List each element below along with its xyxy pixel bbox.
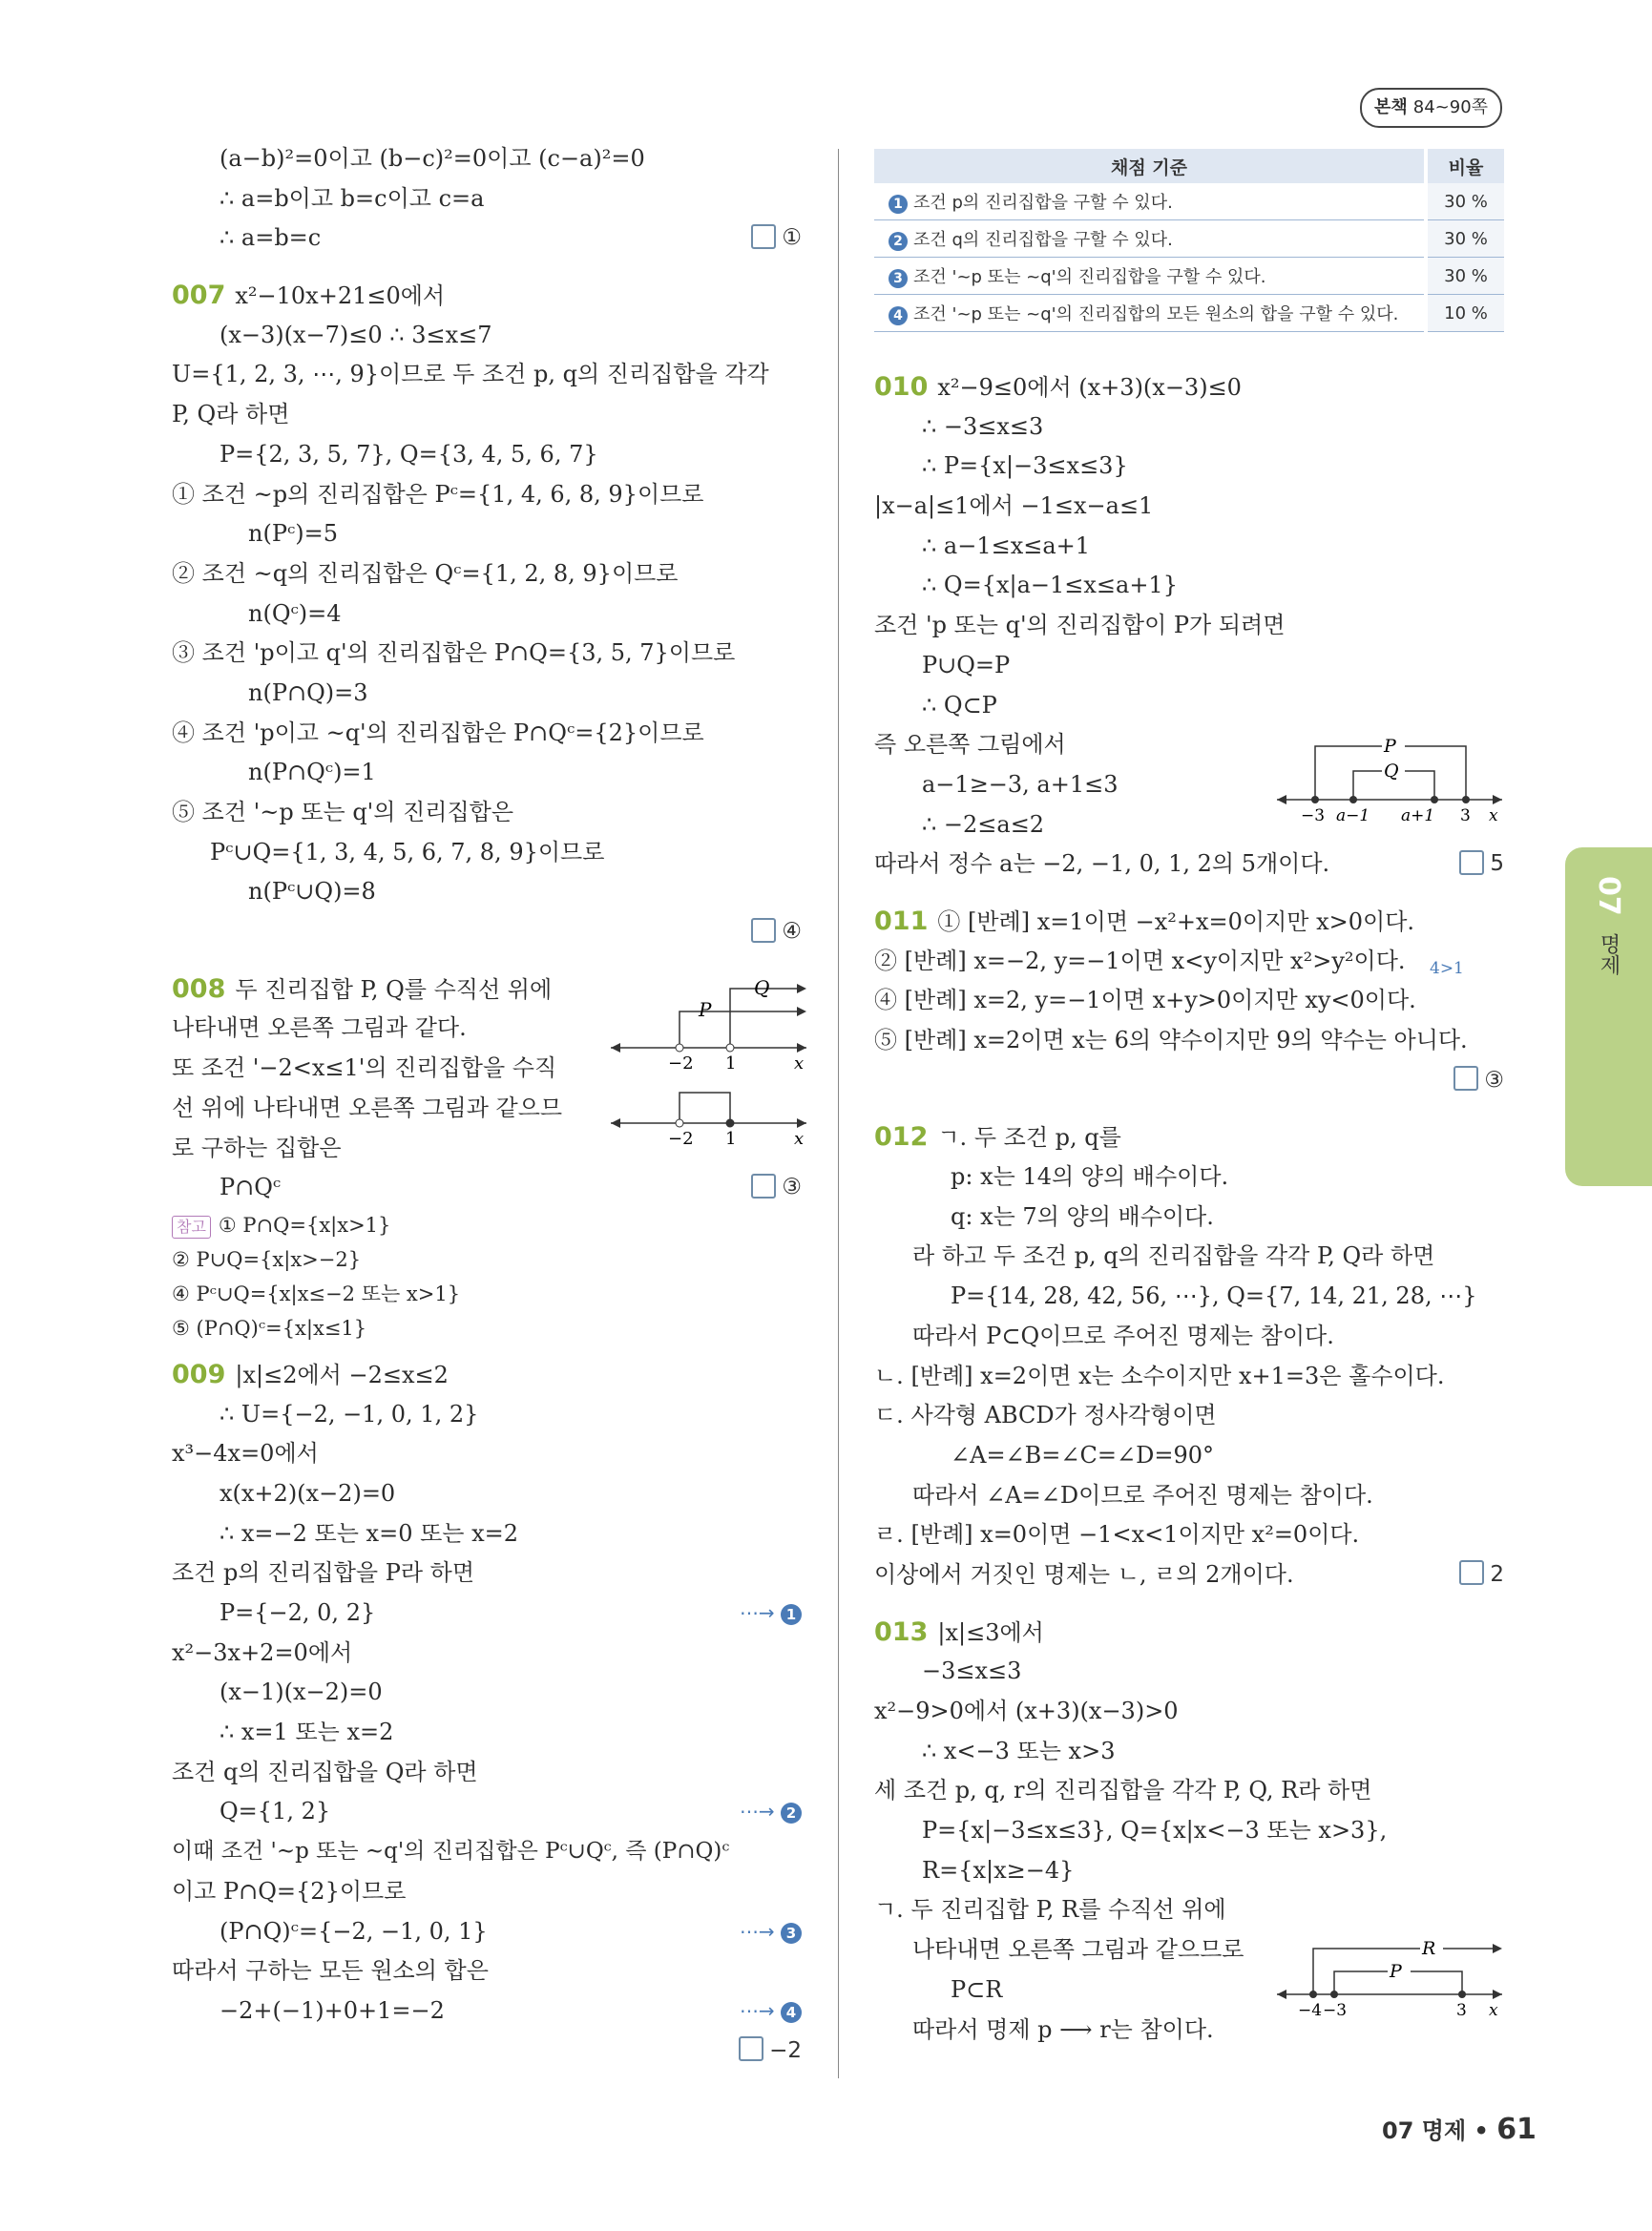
- problem-number: 008: [172, 973, 226, 1004]
- table-cell: [874, 220, 1426, 258]
- text-line: [874, 1555, 1504, 1595]
- text-line: ∴ a−1≤x≤a+1: [922, 532, 1091, 559]
- number-line-diagram-013: [1277, 1929, 1506, 2025]
- closed-point: [1311, 796, 1319, 803]
- row-number: 3: [889, 269, 908, 288]
- closed-point: [1330, 1991, 1338, 1998]
- text-line: n(Pᶜ∪Q)=8: [248, 878, 376, 906]
- problem-number: 011: [874, 906, 929, 936]
- text-line: ∴ −2≤a≤2: [922, 810, 1045, 838]
- note-line: ④ Pᶜ∪Q={x|x≤−2 또는 x>1}: [172, 1282, 461, 1305]
- text: −2+(−1)+0+1=−2: [220, 1996, 445, 2024]
- table-row: [874, 220, 1504, 258]
- axis-label: x: [1489, 2001, 1498, 2020]
- set-P-line: [680, 1011, 800, 1048]
- answer: [751, 1168, 802, 1208]
- answer-value: ③: [1484, 1067, 1504, 1093]
- page-footer: [1382, 2112, 1537, 2146]
- text-line: [172, 2032, 802, 2072]
- tick-label: −3: [1323, 2001, 1348, 2020]
- problem-012-line: [874, 1117, 1504, 1157]
- row-text: 조건 '~p 또는 ~q'의 진리집합을 구할 수 있다.: [913, 267, 1266, 287]
- axis-arrow-left: [1277, 795, 1286, 804]
- text-line: P={x|−3≤x≤3}, Q={x|x<−3 또는 x>3},: [922, 1817, 1388, 1845]
- axis-label: x: [794, 1053, 805, 1074]
- text-line: ⑤ [반례] x=2이면 x는 6의 약수이지만 9의 약수는 아니다.: [874, 1027, 1468, 1053]
- text-line: a−1≥−3, a+1≤3: [922, 770, 1119, 798]
- table-row: [874, 295, 1504, 332]
- text-line: 따라서 구하는 모든 원소의 합은: [172, 1957, 489, 1985]
- text-line: ∴ U={−2, −1, 0, 1, 2}: [220, 1400, 479, 1428]
- badge-book: 본책: [1373, 97, 1408, 117]
- text-line: x(x+2)(x−2)=0: [220, 1479, 396, 1507]
- problem-007-line: [172, 276, 802, 316]
- problem-011-line: [874, 902, 1504, 942]
- table-header-ratio: 비율: [1426, 149, 1504, 183]
- tick-label: 1: [725, 1053, 737, 1074]
- text: (P∩Q)ᶜ={−2, −1, 0, 1}: [220, 1917, 488, 1945]
- footer-chapter: 07 명제: [1382, 2117, 1467, 2144]
- text-line: x²−9>0에서 (x+3)(x−3)>0: [874, 1698, 1179, 1724]
- text: |x|≤3에서: [937, 1618, 1044, 1646]
- text-line: ⑤ 조건 '~p 또는 q'의 진리집합은: [172, 799, 514, 825]
- row-number: 2: [889, 232, 908, 251]
- text: 따라서 정수 a는 −2, −1, 0, 1, 2의 5개이다.: [874, 850, 1330, 878]
- text-line: 조건 'p 또는 q'의 진리집합이 P가 되려면: [874, 612, 1286, 639]
- closed-point: [1431, 796, 1438, 803]
- page-reference-badge: [1360, 88, 1502, 128]
- tick-label: a−1: [1336, 806, 1370, 825]
- tick-label: −2: [668, 1129, 694, 1149]
- closed-point: [1458, 1991, 1466, 1998]
- text-line: ∴ x<−3 또는 x>3: [922, 1737, 1116, 1764]
- problem-number: 013: [874, 1616, 929, 1647]
- grading-table: [874, 149, 1504, 332]
- text-line: [874, 1061, 1504, 1101]
- text-line: ∴ −3≤x≤3: [922, 412, 1044, 440]
- badge-pages: 84~90쪽: [1412, 97, 1489, 117]
- step-number: 3: [781, 1923, 802, 1944]
- row-text: 조건 '~p 또는 ~q'의 진리집합의 모든 원소의 합을 구할 수 있다.: [913, 304, 1399, 324]
- note-tag: 참고: [172, 1216, 211, 1239]
- chapter-title: 명제: [1597, 933, 1621, 975]
- axis-label: x: [794, 1129, 805, 1149]
- table-cell-pct: 30 %: [1426, 183, 1504, 220]
- problem-number: 010: [874, 372, 929, 402]
- text-line: 즉 오른쪽 그림에서: [874, 731, 1066, 759]
- label-P: P: [1384, 736, 1396, 757]
- text-line: [172, 1168, 802, 1208]
- problem-number: 009: [172, 1359, 226, 1389]
- axis-label: x: [1489, 806, 1498, 825]
- chapter-number: 07: [1592, 876, 1625, 916]
- set-Q-arrow: [797, 984, 806, 993]
- text-line: 또 조건 '−2<x≤1'의 진리집합을 수직: [172, 1054, 557, 1082]
- text-line: n(Qᶜ)=4: [248, 599, 342, 627]
- text-line: ∠A=∠B=∠C=∠D=90°: [951, 1441, 1214, 1469]
- axis-arrow-right: [797, 1043, 806, 1053]
- table-cell-pct: 10 %: [1426, 295, 1504, 332]
- label-Q: Q: [1384, 761, 1399, 782]
- tick-label: −4: [1298, 2001, 1323, 2020]
- problem-009-line: [172, 1355, 802, 1395]
- text-line: (x−1)(x−2)=0: [220, 1678, 383, 1706]
- problem-010-line: [874, 367, 1504, 407]
- chapter-side-tab: [1565, 847, 1652, 1186]
- answer-icon: [1459, 850, 1484, 875]
- answer-icon: [1459, 1560, 1484, 1585]
- closed-point: [1309, 1991, 1317, 1998]
- step-number: 2: [781, 1803, 802, 1824]
- text-line: |x−a|≤1에서 −1≤x−a≤1: [874, 492, 1154, 520]
- text-line: [172, 219, 802, 259]
- text-line: P, Q라 하면: [172, 401, 290, 428]
- axis-arrow-right: [1493, 795, 1502, 804]
- text-line: (x−3)(x−7)≤0 ∴ 3≤x≤7: [220, 321, 492, 348]
- text-line: ④ [반례] x=2, y=−1이면 x+y>0이지만 xy<0이다.: [874, 987, 1416, 1014]
- text-line: ㄴ. [반례] x=2이면 x는 소수이지만 x+1=3은 홀수이다.: [874, 1362, 1445, 1389]
- text-line: x³−4x=0에서: [172, 1440, 319, 1468]
- tick-label: a+1: [1401, 806, 1435, 825]
- tick-label: −3: [1301, 806, 1326, 825]
- answer-icon: [1453, 1066, 1478, 1091]
- text: P={−2, 0, 2}: [220, 1599, 376, 1626]
- text: x²−10x+21≤0에서: [235, 282, 446, 310]
- text-line: ∴ P={x|−3≤x≤3}: [922, 452, 1128, 480]
- text-line: ㄹ. [반례] x=0이면 −1<x<1이지만 x²=0이다.: [874, 1521, 1360, 1549]
- annotation-note: 4>1: [1430, 958, 1464, 978]
- text-line: 조건 p의 진리집합을 P라 하면: [172, 1559, 475, 1587]
- text: Q={1, 2}: [220, 1798, 331, 1825]
- text-line: ④ 조건 'p이고 ~q'의 진리집합은 P∩Qᶜ={2}이므로: [172, 719, 704, 746]
- set-R-arrow: [1493, 1944, 1502, 1953]
- answer-value: −2: [769, 2037, 802, 2063]
- text-line: ∴ x=1 또는 x=2: [220, 1719, 394, 1746]
- problem-013-line: [874, 1613, 1504, 1653]
- text-line: (a−b)²=0이고 (b−c)²=0이고 (c−a)²=0: [220, 145, 645, 172]
- closed-point: [1462, 796, 1470, 803]
- answer: [751, 219, 802, 259]
- answer-value: ③: [782, 1175, 802, 1200]
- text: 이상에서 거짓인 명제는 ㄴ, ㄹ의 2개이다.: [874, 1560, 1294, 1588]
- text-line: P⊂R: [951, 1975, 1003, 2003]
- table-row: [874, 258, 1504, 295]
- closed-point: [726, 1119, 734, 1127]
- text: ① [반례] x=1이면 −x²+x=0이지만 x>0이다.: [937, 907, 1415, 935]
- note-line: [172, 1208, 802, 1242]
- text-line: 라 하고 두 조건 p, q의 진리집합을 각각 P, Q라 하면: [912, 1242, 1435, 1270]
- label-P: P: [1390, 1961, 1402, 1982]
- label-P: P: [699, 998, 712, 1021]
- table-cell-pct: 30 %: [1426, 220, 1504, 258]
- axis-arrow-left: [611, 1043, 620, 1053]
- text: x²−9≤0에서 (x+3)(x−3)≤0: [937, 374, 1242, 401]
- number-line-diagram-010: [1277, 735, 1506, 830]
- text-line: 나타내면 오른쪽 그림과 같으므로: [912, 1936, 1244, 1964]
- problem-number: 012: [874, 1122, 929, 1153]
- table-cell: [874, 183, 1426, 220]
- label-R: R: [1422, 1938, 1436, 1959]
- step-number: 1: [781, 1604, 802, 1625]
- closed-point: [1349, 796, 1357, 803]
- text-line: [172, 1912, 802, 1952]
- text-line: −3≤x≤3: [922, 1658, 1022, 1685]
- text-line: 세 조건 p, q, r의 진리집합을 각각 P, Q, R라 하면: [874, 1777, 1372, 1804]
- tick-label: 3: [1460, 806, 1471, 825]
- answer-icon: [739, 2036, 763, 2061]
- row-text: 조건 q의 진리집합을 구할 수 있다.: [913, 230, 1173, 250]
- text-line: 따라서 P⊂Q이므로 주어진 명제는 참이다.: [912, 1322, 1334, 1349]
- text-line: ∴ x=−2 또는 x=0 또는 x=2: [220, 1519, 519, 1547]
- text-line: [172, 1991, 802, 2032]
- set-P-arrow: [797, 1007, 806, 1016]
- text-line: ∴ Q={x|a−1≤x≤a+1}: [922, 572, 1178, 599]
- answer-icon: [751, 224, 776, 249]
- text-line: ∴ Q⊂P: [922, 691, 997, 719]
- text-line: P={14, 28, 42, 56, ⋯}, Q={7, 14, 21, 28, ⋯}: [951, 1282, 1477, 1310]
- axis-arrow-right: [797, 1118, 806, 1128]
- table-cell-pct: 30 %: [1426, 258, 1504, 295]
- row-text: 조건 p의 진리집합을 구할 수 있다.: [913, 193, 1173, 213]
- text-line: [874, 942, 1504, 982]
- step-marker: ⋯→ 1: [740, 1594, 802, 1634]
- text-line: 이때 조건 '~p 또는 ~q'의 진리집합은 Pᶜ∪Qᶜ, 즉 (P∩Q)ᶜ: [172, 1839, 730, 1865]
- table-cell: [874, 295, 1426, 332]
- text-line: 이고 P∩Q={2}이므로: [172, 1877, 407, 1905]
- text-line: ㄷ. 사각형 ABCD가 정사각형이면: [874, 1402, 1217, 1429]
- answer: [1459, 1555, 1504, 1595]
- text-line: [874, 844, 1504, 885]
- table-header-criterion: 채점 기준: [874, 149, 1426, 183]
- answer-value: ④: [782, 919, 802, 945]
- step-marker: ⋯→ 3: [740, 1912, 802, 1952]
- table-row: [874, 183, 1504, 220]
- text-line: 선 위에 나타내면 오른쪽 그림과 같으므: [172, 1094, 563, 1121]
- footer-separator: •: [1474, 2117, 1489, 2144]
- row-number: 1: [889, 195, 908, 214]
- number-line-diagram-008a: [611, 971, 811, 1076]
- text-line: q: x는 7의 양의 배수이다.: [951, 1202, 1214, 1230]
- text-line: P∪Q=P: [922, 651, 1011, 678]
- answer: [751, 912, 802, 952]
- answer-icon: [751, 1174, 776, 1199]
- text-line: n(Pᶜ)=5: [248, 520, 339, 548]
- step-marker: ⋯→ 4: [740, 1991, 802, 2032]
- number-line-diagram-008b: [611, 1083, 811, 1150]
- text: ∴ a=b=c: [220, 224, 322, 252]
- answer-value: ①: [782, 225, 802, 251]
- text-line: Pᶜ∪Q={1, 3, 4, 5, 6, 7, 8, 9}이므로: [210, 838, 605, 865]
- text-line: 따라서 ∠A=∠D이므로 주어진 명제는 참이다.: [912, 1481, 1373, 1509]
- text-line: n(P∩Q)=3: [248, 678, 368, 706]
- text: 두 진리집합 P, Q를 수직선 위에: [235, 975, 553, 1003]
- text: P∩Qᶜ: [220, 1174, 282, 1201]
- right-column: [874, 367, 1504, 2050]
- text-line: n(P∩Qᶜ)=1: [248, 759, 376, 786]
- problem-number: 007: [172, 281, 226, 311]
- text: ㄱ. 두 조건 p, q를: [937, 1124, 1121, 1152]
- answer: [1453, 1061, 1504, 1101]
- table-cell: [874, 258, 1426, 295]
- text-line: ∴ a=b이고 b=c이고 c=a: [220, 184, 485, 212]
- text-line: P={2, 3, 5, 7}, Q={3, 4, 5, 6, 7}: [220, 440, 598, 468]
- page-number: 61: [1496, 2113, 1537, 2146]
- text-line: 조건 q의 진리집합을 Q라 하면: [172, 1758, 478, 1785]
- text-line: R={x|x≥−4}: [922, 1856, 1075, 1884]
- text: |x|≤2에서 −2≤x≤2: [235, 1361, 449, 1388]
- step-number: 4: [781, 2002, 802, 2023]
- tick-label: 1: [725, 1129, 737, 1149]
- axis-arrow-left: [611, 1118, 620, 1128]
- note-line: ⑤ (P∩Q)ᶜ={x|x≤1}: [172, 1316, 367, 1340]
- answer: [739, 2032, 802, 2072]
- text-line: x²−3x+2=0에서: [172, 1638, 353, 1666]
- row-number: 4: [889, 306, 908, 325]
- column-divider: [838, 149, 839, 2078]
- text-line: 따라서 명제 p ⟶ r는 참이다.: [912, 2015, 1214, 2043]
- answer-value: 5: [1490, 851, 1504, 877]
- text-line: 나타내면 오른쪽 그림과 같다.: [172, 1014, 467, 1042]
- answer-value: 2: [1490, 1561, 1504, 1587]
- tick-label: 3: [1456, 2001, 1467, 2020]
- text-line: ② 조건 ~q의 진리집합은 Qᶜ={1, 2, 8, 9}이므로: [172, 559, 679, 587]
- interval-line: [680, 1093, 730, 1123]
- axis-arrow-left: [1277, 1990, 1286, 1999]
- tick-label: −2: [668, 1053, 694, 1074]
- open-point: [676, 1044, 683, 1052]
- text-line: ① 조건 ~p의 진리집합은 Pᶜ={1, 4, 6, 8, 9}이므로: [172, 480, 704, 508]
- open-point: [726, 1044, 734, 1052]
- step-marker: ⋯→ 2: [740, 1792, 802, 1832]
- note-line: ② P∪Q={x|x>−2}: [172, 1247, 362, 1271]
- text-line: p: x는 14의 양의 배수이다.: [951, 1163, 1229, 1191]
- open-point: [676, 1119, 683, 1127]
- answer: [1459, 844, 1504, 885]
- text: ② [반례] x=−2, y=−1이면 x<y이지만 x²>y²이다.: [874, 947, 1406, 974]
- text-line: ③ 조건 'p이고 q'의 진리집합은 P∩Q={3, 5, 7}이므로: [172, 639, 736, 667]
- text-line: [172, 1594, 802, 1634]
- note-text: ① P∩Q={x|x>1}: [218, 1213, 391, 1237]
- text-line: ㄱ. 두 진리집합 P, R를 수직선 위에: [874, 1896, 1226, 1924]
- text-line: [172, 912, 802, 952]
- label-Q: Q: [754, 976, 770, 999]
- text-line: U={1, 2, 3, ⋯, 9}이므로 두 조건 p, q의 진리집합을 각각: [172, 361, 769, 388]
- answer-icon: [751, 918, 776, 943]
- axis-arrow-right: [1493, 1990, 1502, 1999]
- text-line: [172, 1792, 802, 1832]
- text-line: 로 구하는 집합은: [172, 1134, 342, 1161]
